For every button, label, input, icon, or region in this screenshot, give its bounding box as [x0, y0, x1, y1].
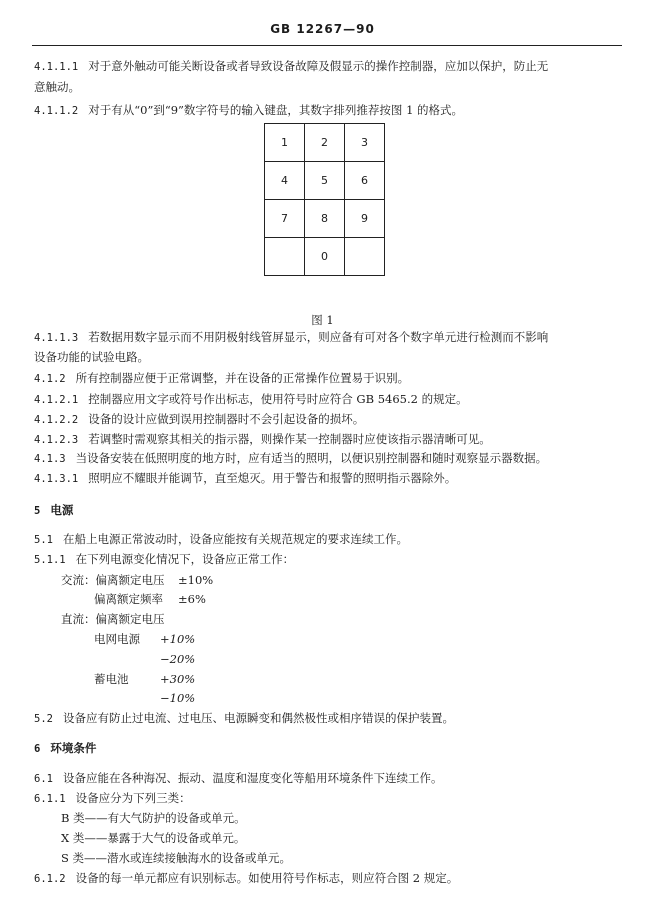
clause-4-1-2-1 [34, 392, 468, 407]
keypad-key: 8 [305, 200, 345, 238]
section-title: 环境条件 [50, 741, 97, 755]
class-x-item: X 类——暴露于大气的设备或单元。 [61, 831, 246, 845]
clause-text: 设备应分为下列三类： [75, 791, 191, 805]
clause-number: 4.1.2.3 [34, 434, 79, 446]
page-header: GB 12267—90 [270, 22, 375, 36]
keypad-row [265, 238, 385, 276]
clause-number: 4.1.2.2 [34, 414, 79, 426]
keypad-key: 9 [345, 200, 385, 238]
keypad-key: 2 [305, 124, 345, 162]
keypad-key: 1 [265, 124, 305, 162]
clause-4-1-3 [34, 451, 547, 466]
class-s-item: S 类——潜水或连续接触海水的设备或单元。 [61, 851, 292, 865]
clause-text: 在下列电源变化情况下，设备应正常工作： [75, 552, 295, 566]
clause-4-1-1-3 [34, 330, 548, 345]
clause-text: 设备应有防止过电流、过电压、电源瞬变和偶然极性或相序错误的保护装置。 [62, 711, 454, 725]
clause-4-1-1-2 [34, 103, 463, 118]
grid-plus-value: +10% [160, 632, 196, 646]
clause-text: 所有控制器应便于正常调整，并在设备的正常操作位置易于识别。 [75, 371, 410, 385]
clause-text: 若数据用数字显示而不用阴极射线管屏显示，则应备有可对各个数字单元进行检测而不影响 [88, 330, 549, 344]
clause-number: 4.1.2 [34, 373, 66, 385]
battery-plus-value: +30% [160, 672, 196, 686]
figure-caption: 图 1 [311, 313, 334, 327]
keypad-figure [264, 123, 385, 276]
clause-4-1-3-1 [34, 471, 456, 486]
section-6-heading [34, 741, 96, 756]
clause-number: 6.1.1 [34, 793, 66, 805]
dc-voltage-label: 直流：偏离额定电压 [61, 612, 165, 626]
clause-text: 当设备安装在低照明度的地方时，应有适当的照明，以便识别控制器和随时观察显示器数据。 [75, 451, 548, 465]
keypad-key-empty [345, 238, 385, 276]
clause-5-2 [34, 711, 454, 726]
clause-text: 照明应不耀眼并能调节，直至熄灭。用于警告和报警的照明指示器除外。 [88, 471, 457, 485]
clause-number: 4.1.3.1 [34, 473, 79, 485]
clause-5-1-1 [34, 552, 294, 567]
keypad-key: 5 [305, 162, 345, 200]
clause-text: 设备应能在各种海况、振动、温度和湿度变化等船用环境条件下连续工作。 [62, 771, 443, 785]
keypad-key: 0 [305, 238, 345, 276]
keypad-key: 7 [265, 200, 305, 238]
header-rule [32, 45, 622, 46]
clause-number: 4.1.3 [34, 453, 66, 465]
clause-5-1 [34, 532, 408, 547]
grid-minus-value: −20% [160, 652, 196, 666]
clause-number: 6.1.2 [34, 873, 66, 885]
clause-text: 若调整时需观察其相关的指示器，则操作某一控制器时应使该指示器清晰可见。 [88, 432, 491, 446]
clause-number: 4.1.1.2 [34, 105, 79, 117]
clause-continuation: 设备功能的试验电路。 [34, 350, 149, 364]
battery-minus-value: −10% [160, 691, 196, 705]
clause-text: 设备的设计应做到误用控制器时不会引起设备的损坏。 [88, 412, 365, 426]
ac-frequency-label: 偏离额定频率 [94, 592, 163, 606]
keypad-key: 3 [345, 124, 385, 162]
clause-4-1-2-3 [34, 432, 491, 447]
ac-voltage-label: 交流：偏离额定电压 [61, 573, 165, 587]
clause-number: 4.1.1.3 [34, 332, 79, 344]
clause-number: 4.1.1.1 [34, 61, 79, 73]
clause-text: 控制器应用文字或符号作出标志，使用符号时应符合 GB 5465.2 的规定。 [88, 392, 468, 406]
clause-number: 5.1.1 [34, 554, 66, 566]
section-number: 5 [34, 505, 41, 517]
clause-4-1-2-2 [34, 412, 364, 427]
keypad-row [265, 162, 385, 200]
clause-6-1 [34, 771, 442, 786]
clause-6-1-2 [34, 871, 458, 886]
section-5-heading [34, 503, 73, 518]
battery-label: 蓄电池 [94, 672, 129, 686]
keypad-key: 4 [265, 162, 305, 200]
ac-frequency-value: ±6% [178, 592, 206, 606]
section-title: 电源 [50, 503, 74, 517]
keypad-key-empty [265, 238, 305, 276]
clause-number: 6.1 [34, 773, 53, 785]
keypad-row [265, 124, 385, 162]
clause-text: 设备的每一单元都应有识别标志。如使用符号作标志，则应符合图 2 规定。 [75, 871, 459, 885]
section-number: 6 [34, 743, 41, 755]
clause-number: 5.2 [34, 713, 53, 725]
clause-number: 5.1 [34, 534, 53, 546]
ac-voltage-value: ±10% [178, 573, 214, 587]
clause-text: 对于意外触动可能关断设备或者导致设备故障及假显示的操作控制器，应加以保护，防止无 [88, 59, 549, 73]
clause-text: 在船上电源正常波动时，设备应能按有关规范规定的要求连续工作。 [62, 532, 408, 546]
clause-6-1-1 [34, 791, 191, 806]
keypad-row [265, 200, 385, 238]
keypad-key: 6 [345, 162, 385, 200]
class-b-item: B 类——有大气防护的设备或单元。 [61, 811, 246, 825]
grid-supply-label: 电网电源 [94, 632, 140, 646]
clause-4-1-1-1 [34, 59, 548, 74]
clause-number: 4.1.2.1 [34, 394, 79, 406]
clause-continuation: 意触动。 [34, 80, 80, 94]
clause-4-1-2 [34, 371, 409, 386]
clause-text: 对于有从“0”到“9”数字符号的输入键盘，其数字排列推荐按图 1 的格式。 [88, 103, 464, 117]
